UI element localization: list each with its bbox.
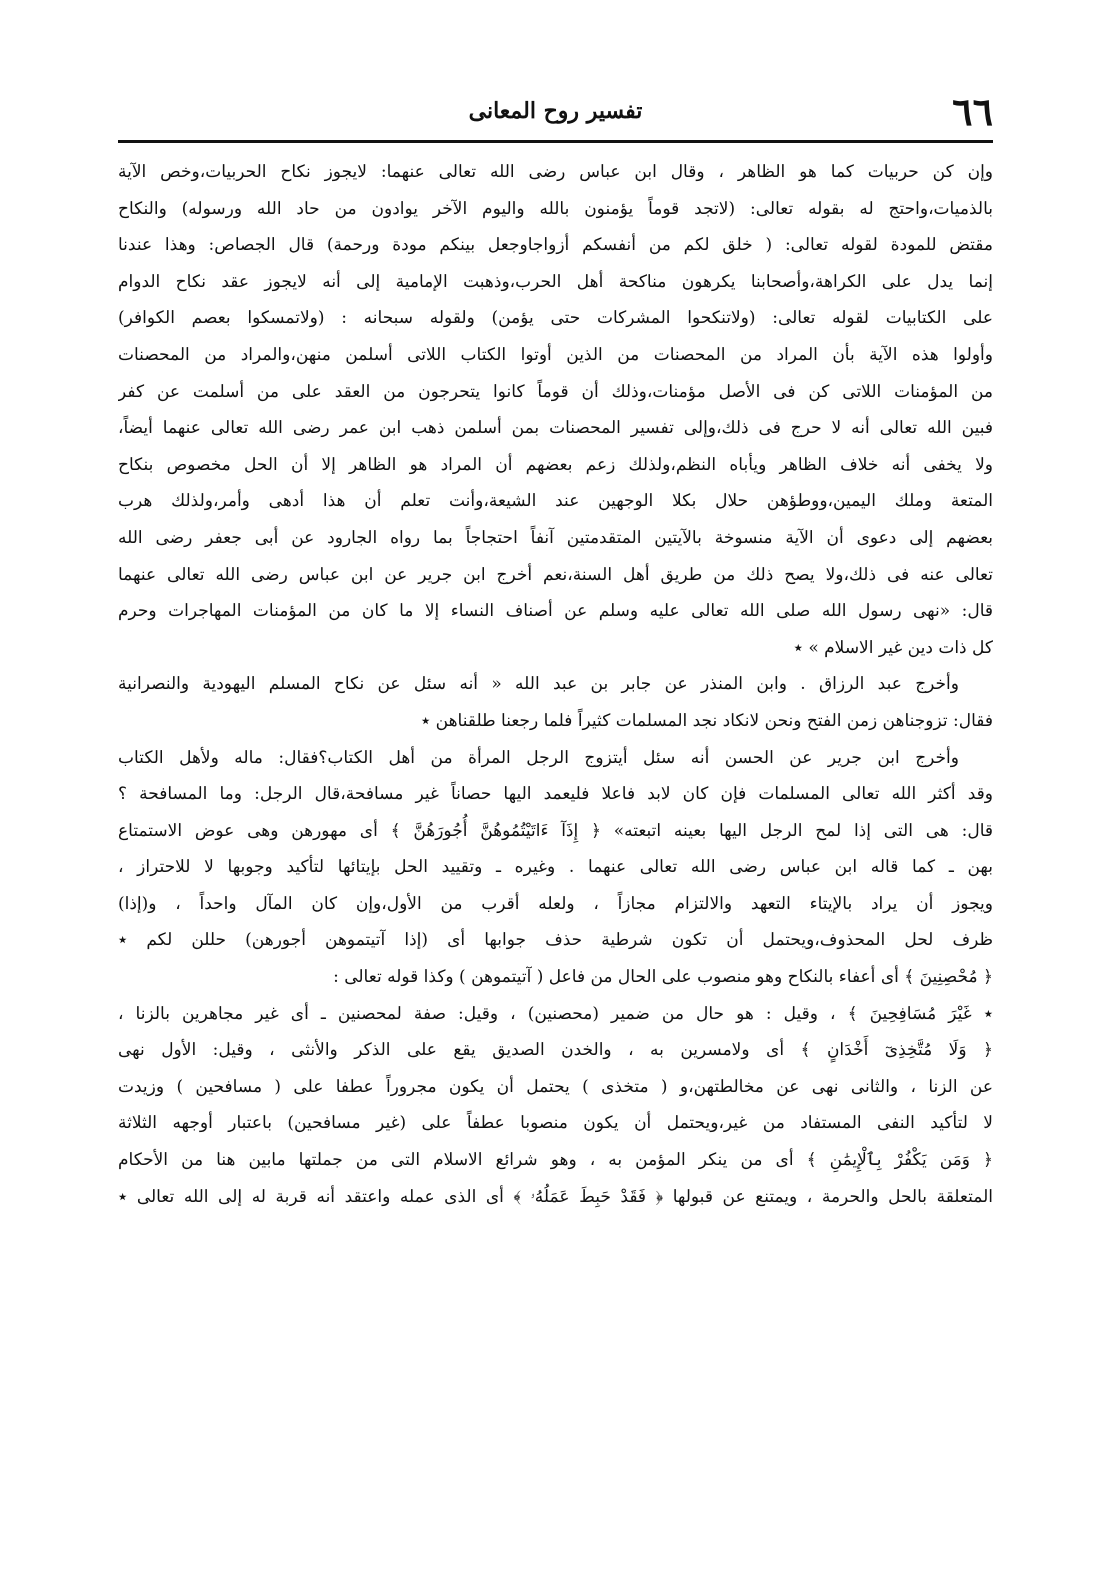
text-line: ولا يخفى أنه خلاف الظاهر ويأباه النظم،ولذلك زعم بعضهم أن المراد هو الظاهر إلا أن الحل مخصوص بنكاح — [118, 454, 993, 475]
text-line: على الكتابيات لقوله تعالى: (ولاتنكحوا المشركات حتى يؤمن) ولقوله سبحانه : (ولاتمسكوا بعصم الكوافر) — [118, 308, 993, 329]
page-header — [118, 90, 993, 142]
body-text — [118, 154, 993, 1215]
text-line: ﴿ وَمَن يَكْفُرْ بِٱلْإِيمَٰنِ ﴾ أى من ينكر المؤمن به ، وهو شرائع الاسلام التى من جملتها مابين هنا من الأحكام — [118, 1150, 993, 1171]
text-line: تعالى عنه فى ذلك،ولا يصح ذلك من طريق أهل السنة،نعم أخرج ابن جرير عن ابن عباس رضى الله تعالى عنهما — [118, 564, 993, 585]
text-line: عن الزنا ، والثانى نهى عن مخالطتهن،و ( متخذى ) يحتمل أن يكون مجروراً عطفا على ( مسافحين ) وزيدت — [118, 1076, 993, 1097]
text-line: وقد أكثر الله تعالى المسلمات فإن كان لابد فاعلا فليعمد اليها حصاناً غير مسافحة،قال الرجل: وما المسافحة ؟ — [118, 784, 993, 805]
text-line: وأخرج ابن جرير عن الحسن أنه سئل أيتزوج الرجل المرأة من أهل الكتاب؟فقال: ماله ولأهل الكتاب — [118, 747, 959, 768]
text-line: وأولوا هذه الآية بأن المراد من المحصنات من الذين أوتوا الكتاب اللاتى أسلمن منهن،والمراد من المحصنات — [118, 344, 993, 365]
text-line: كل ذات دين غير الاسلام » ٭ — [793, 637, 993, 658]
text-line: ظرف لحل المحذوف،ويحتمل أن تكون شرطية حذف جوابها أى (إذا آتيتموهن أجورهن) حللن لكم ٭ — [118, 930, 993, 951]
text-line: فقال: تزوجناهن زمن الفتح ونحن لانكاد نجد المسلمات كثيراً فلما رجعنا طلقناهن ٭ — [420, 710, 993, 731]
text-line: إنما يدل على الكراهة،وأصحابنا يكرهون مناكحة أهل الحرب،وذهبت الإمامية إلى أنه لايجوز عقد نكاح الدوام — [118, 271, 993, 292]
text-line: ﴿ مُحْصِنِينَ ﴾ أى أعفاء بالنكاح وهو منصوب على الحال من فاعل ( آتيتموهن ) وكذا قوله تعالى : — [333, 967, 993, 988]
text-line: المتعة وملك اليمين،ووطؤهن حلال بكلا الوجهين عند الشيعة،وأنت تعلم أن هذا أدهى وأمر،ولذلك هرب — [118, 491, 993, 512]
text-line: المتعلقة بالحل والحرمة ، ويمتنع عن قبولها ﴿ فَقَدْ حَبِطَ عَمَلُهُۥ ﴾ أى الذى عمله واعتقد أنه قربة له إلى الله تعالى ٭ — [118, 1186, 993, 1207]
text-line: قال: «نهى رسول الله صلى الله تعالى عليه وسلم عن أصناف النساء إلا ما كان من المؤمنات المهاجرات وحرم — [118, 601, 993, 622]
text-line: فبين الله تعالى أنه لا حرج فى ذلك،وإلى تفسير المحصنات بمن أسلمن ذهب ابن عمر رضى الله تعالى عنهما أيضاً، — [118, 418, 993, 439]
text-line: ٭ غَيْرَ مُسَافِحِينَ ﴾ ، وقيل : هو حال من ضمير (محصنين) ، وقيل: صفة لمحصنين ـ أى غير مجاهرين بالزنا ، — [118, 1003, 993, 1024]
text-line: من المؤمنات اللاتى كن فى الأصل مؤمنات،وذلك أن قوماً كانوا يتحرجون من العقد على من أسلمت عن كفر — [118, 381, 993, 402]
text-line: بعضهم إلى دعوى أن الآية منسوخة بالآيتين المتقدمتين آنفاً احتجاجاً بما رواه الجارود عن أبى جعفر رضى الله — [118, 527, 993, 548]
text-line: وأخرج عبد الرزاق . وابن المنذر عن جابر بن عبد الله « أنه سئل عن نكاح المسلم اليهودية والنصرانية — [118, 674, 959, 695]
text-line: مقتض للمودة لقوله تعالى: ( خلق لكم من أنفسكم أزواجاوجعل بينكم مودة ورحمة) قال الجصاص: وهذا عندنا — [118, 235, 993, 256]
page-number: ٦٦ — [952, 89, 993, 134]
text-line: بهن ـ كما قاله ابن عباس رضى الله تعالى عنهما . وغيره ـ وتقييد الحل بإيتائها لتأكيد وجوبها لا للاحتراز ، — [118, 857, 993, 878]
text-line: وإن كن حربيات كما هو الظاهر ، وقال ابن عباس رضى الله تعالى عنهما: لايجوز نكاح الحربيات،وخص الآية — [118, 162, 993, 182]
text-line: ويجوز أن يراد بالإيتاء التعهد والالتزام مجازاً ، ولعله أقرب من الأول،وإن كان المآل واحداً ، و(إذا) — [118, 893, 993, 914]
text-line: لا لتأكيد النفى المستفاد من غير،ويحتمل أن يكون منصوبا عطفاً على (غير مسافحين) باعتبار أوجهه الثلاثة — [118, 1113, 993, 1134]
text-line: ﴿ وَلَا مُتَّخِذِىٓ أَخْدَانٍ ﴾ أى ولامسرين به ، والخدن الصديق يقع على الذكر والأنثى ، وقيل: الأول نهى — [118, 1040, 993, 1061]
header-rule — [118, 140, 993, 143]
running-title: تفسير روح المعانى — [468, 98, 643, 124]
text-line: قال: هى التى إذا لمح الرجل اليها بعينه اتبعته» ﴿ إِذَآ ءَاتَيْتُمُوهُنَّ أُجُورَهُنَّ ﴾ أى مهورهن وهى عوض الاستمتاع — [118, 820, 993, 841]
text-line: بالذميات،واحتج له بقوله تعالى: (لاتجد قوماً يؤمنون بالله واليوم الآخر يوادون من حاد الله ورسوله) والنكاح — [118, 198, 993, 219]
